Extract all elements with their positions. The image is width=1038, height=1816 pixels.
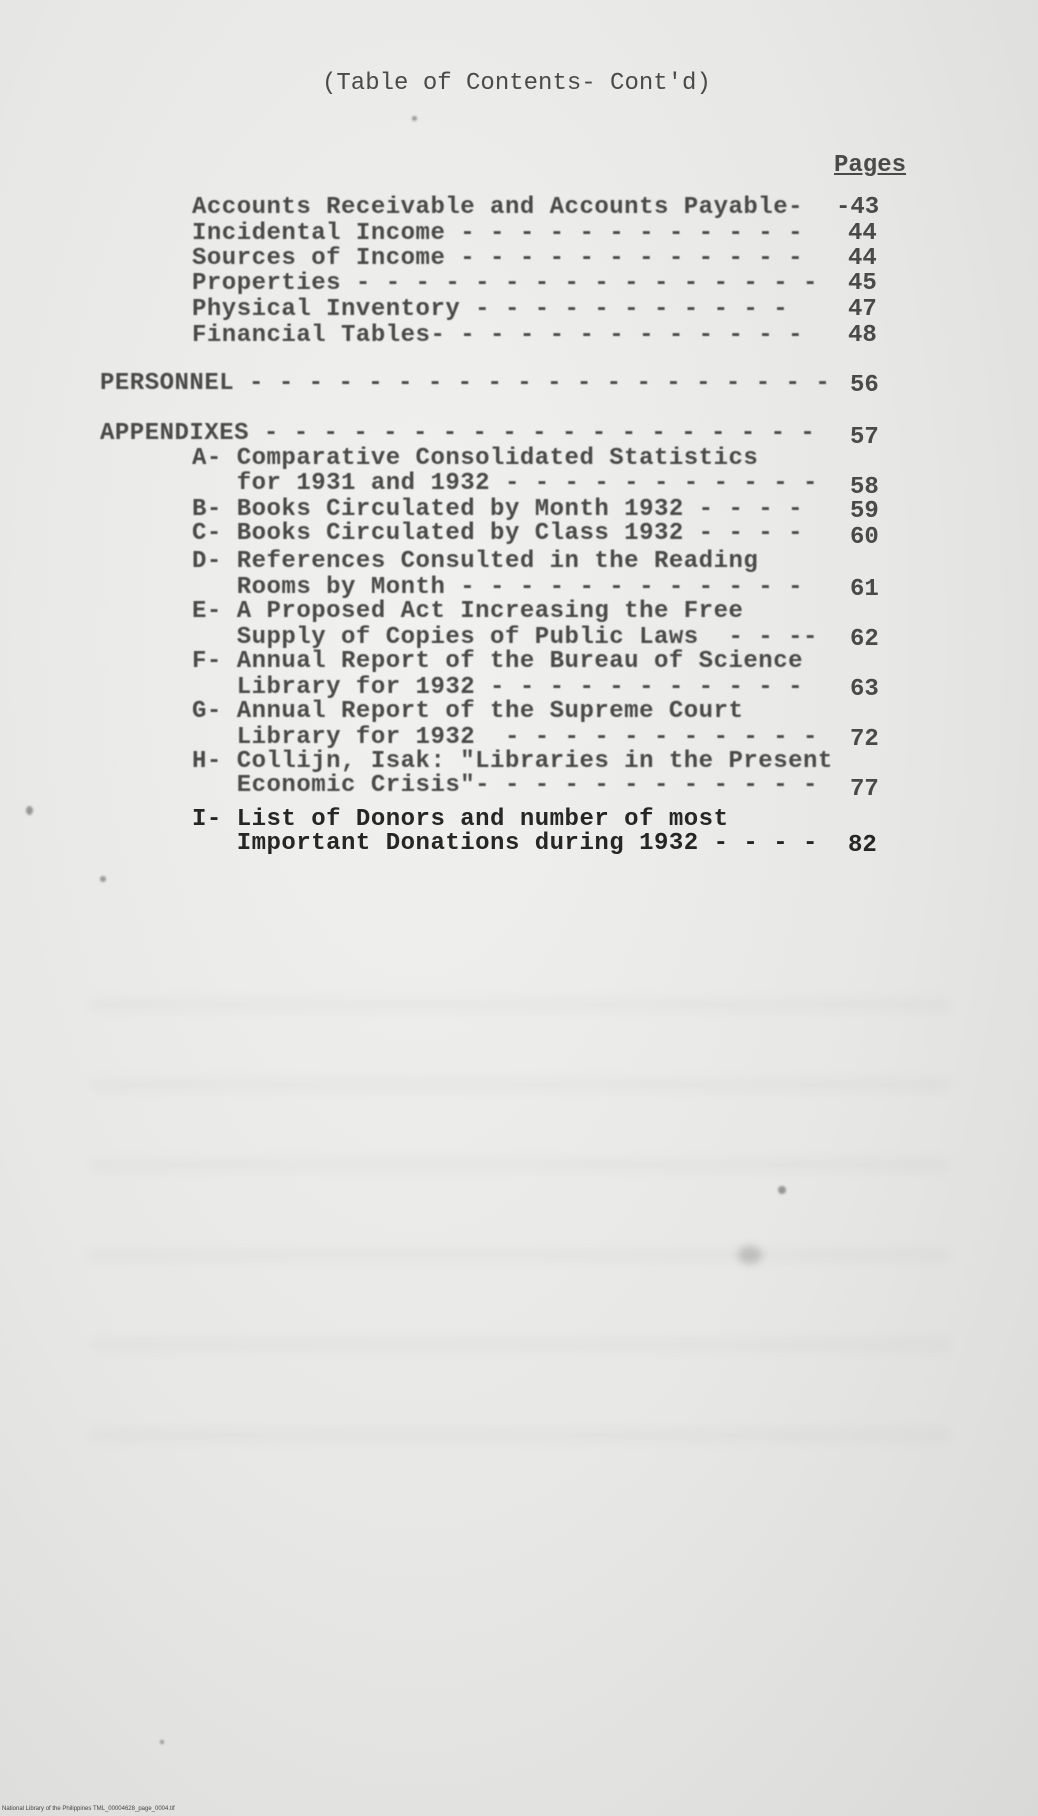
toc-entry-page: 56 (850, 372, 879, 399)
toc-entry-page: 59 (850, 498, 879, 525)
paper-speck (412, 116, 417, 121)
toc-entry-text: G- Annual Report of the Supreme Court (192, 698, 744, 725)
toc-entry-page: 45 (848, 270, 877, 297)
toc-entry-text: for 1931 and 1932 - - - - - - - - - - - (192, 470, 818, 497)
bleed-through (90, 1000, 950, 1010)
toc-section-appendixes: APPENDIXES - - - - - - - - - - - - - - - - - - - (100, 420, 816, 447)
toc-entry-text: C- Books Circulated by Class 1932 - - - - (192, 520, 803, 547)
toc-entry-page: 44 (848, 220, 877, 247)
toc-section-personnel: PERSONNEL - - - - - - - - - - - - - - - - - - - - (100, 370, 831, 397)
toc-entry-text: Properties - - - - - - - - - - - - - - - - (192, 270, 818, 297)
toc-entry-text: B- Books Circulated by Month 1932 - - - - (192, 496, 803, 523)
toc-entry-text: E- A Proposed Act Increasing the Free (192, 598, 744, 625)
toc-entry-page: 57 (850, 424, 879, 451)
toc-entry-text: Library for 1932 - - - - - - - - - - - (192, 674, 803, 701)
scan-footer: National Library of the Philippines TML_00004628_page_0004.tif (2, 1806, 175, 1812)
bleed-through (90, 1250, 950, 1260)
toc-entry-text: Incidental Income - - - - - - - - - - - - (192, 220, 803, 247)
toc-entry-text: I- List of Donors and number of most (192, 806, 729, 833)
paper-speck (778, 1186, 786, 1194)
toc-entry-text: Sources of Income - - - - - - - - - - - - (192, 245, 803, 272)
toc-entry-text: F- Annual Report of the Bureau of Science (192, 648, 803, 675)
bleed-through (90, 1430, 950, 1440)
bleed-through (90, 1340, 950, 1350)
toc-entry-text: Supply of Copies of Public Laws - - -- (192, 624, 818, 651)
paper-speck (26, 806, 33, 815)
toc-entry-text: Economic Crisis"- - - - - - - - - - - - (192, 772, 818, 799)
page-title: (Table of Contents- Cont'd) (322, 70, 711, 97)
toc-entry-page: 77 (850, 776, 879, 803)
toc-entry-page: 58 (850, 474, 879, 501)
toc-entry-page: 63 (850, 676, 879, 703)
bleed-through (90, 1160, 950, 1170)
toc-entry-page: 62 (850, 626, 879, 653)
paper-speck (100, 876, 106, 882)
bleed-through (90, 1080, 950, 1090)
toc-entry-text: Library for 1932 - - - - - - - - - - - (192, 724, 818, 751)
pages-column-heading: Pages (834, 152, 907, 179)
toc-entry-text: Important Donations during 1932 - - - - (192, 830, 818, 857)
toc-entry-page: 44 (848, 245, 877, 272)
toc-entry-page: 60 (850, 524, 879, 551)
toc-entry-page: 47 (848, 296, 877, 323)
toc-entry-text: D- References Consulted in the Reading (192, 548, 759, 575)
toc-entry-text: Financial Tables- - - - - - - - - - - - - (192, 322, 803, 349)
toc-entry-page: 72 (850, 726, 879, 753)
toc-entry-page: -43 (836, 194, 880, 221)
toc-entry-text: Accounts Receivable and Accounts Payable- (192, 194, 803, 221)
paper-speck (738, 1246, 762, 1264)
toc-entry-page: 61 (850, 576, 879, 603)
toc-entry-page: 48 (848, 322, 877, 349)
toc-entry-text: Physical Inventory - - - - - - - - - - - (192, 296, 789, 323)
toc-entry-page: 82 (848, 832, 877, 859)
toc-entry-text: A- Comparative Consolidated Statistics (192, 445, 759, 472)
paper-speck (160, 1740, 164, 1744)
toc-entry-text: H- Collijn, Isak: "Libraries in the Present (192, 748, 833, 775)
toc-entry-text: Rooms by Month - - - - - - - - - - - - (192, 574, 803, 601)
